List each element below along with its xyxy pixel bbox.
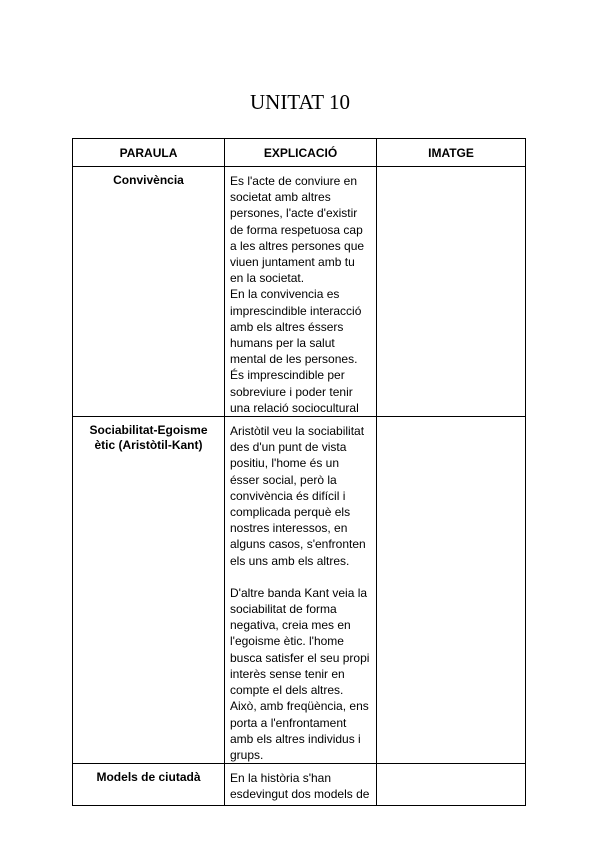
- word-cell: [73, 417, 225, 764]
- table-row: [73, 417, 526, 764]
- word-sociabilitat: Sociabilitat-Egoisme ètic (Aristòtil-Kant): [89, 423, 208, 453]
- explanation-cell: [225, 764, 377, 806]
- word-models-ciutada: Models de ciutadà: [96, 770, 201, 785]
- explanation-models: En la història s'han esdevingut dos models de: [230, 771, 370, 802]
- explanation-aristotil: Aristòtil veu la sociabilitat des d'un punt de vista positiu, l'home és un ésser social, però la convivència és difícil i complicada perquè els nostres interessos, en alguns casos, s'enfronten els uns amb els altres.: [230, 424, 366, 568]
- image-cell: [377, 764, 526, 806]
- word-cell: [73, 764, 225, 806]
- word-convivencia: Convivència: [113, 173, 184, 187]
- header-paraula: PARAULA: [73, 139, 225, 167]
- explanation-cell: [225, 167, 377, 417]
- header-explicacio: EXPLICACIÓ: [225, 139, 377, 167]
- table-header-row: [73, 139, 526, 167]
- explanation-cell: [225, 417, 377, 764]
- image-cell: [377, 417, 526, 764]
- explanation-convivencia: Es l'acte de conviure en societat amb altres persones, l'acte d'existir de forma respetuosa cap a les altres persones que viuen juntament amb tu en la societat. En la convivencia es imprescindible interacció amb els altres éssers humans per la salut mental de les persones. És imprescindible per sobreviure i poder tenir una relació sociocultural: [230, 174, 365, 415]
- table-row: [73, 764, 526, 806]
- table-row: [73, 167, 526, 417]
- document-title: UNITAT 10: [249, 90, 350, 114]
- explanation-kant: D'altre banda Kant veia la sociabilitat de forma negativa, creia mes en l'egoisme ètic. l'home busca satisfer el seu propi interès sense tenir en compte el dels altres. Això, amb freqüència, ens porta a l'enfrontament amb els altres individus i grups.: [230, 585, 370, 762]
- image-cell: [377, 167, 526, 417]
- word-cell: [73, 167, 225, 417]
- header-imatge: IMATGE: [377, 139, 526, 167]
- vocabulary-table: [72, 138, 526, 806]
